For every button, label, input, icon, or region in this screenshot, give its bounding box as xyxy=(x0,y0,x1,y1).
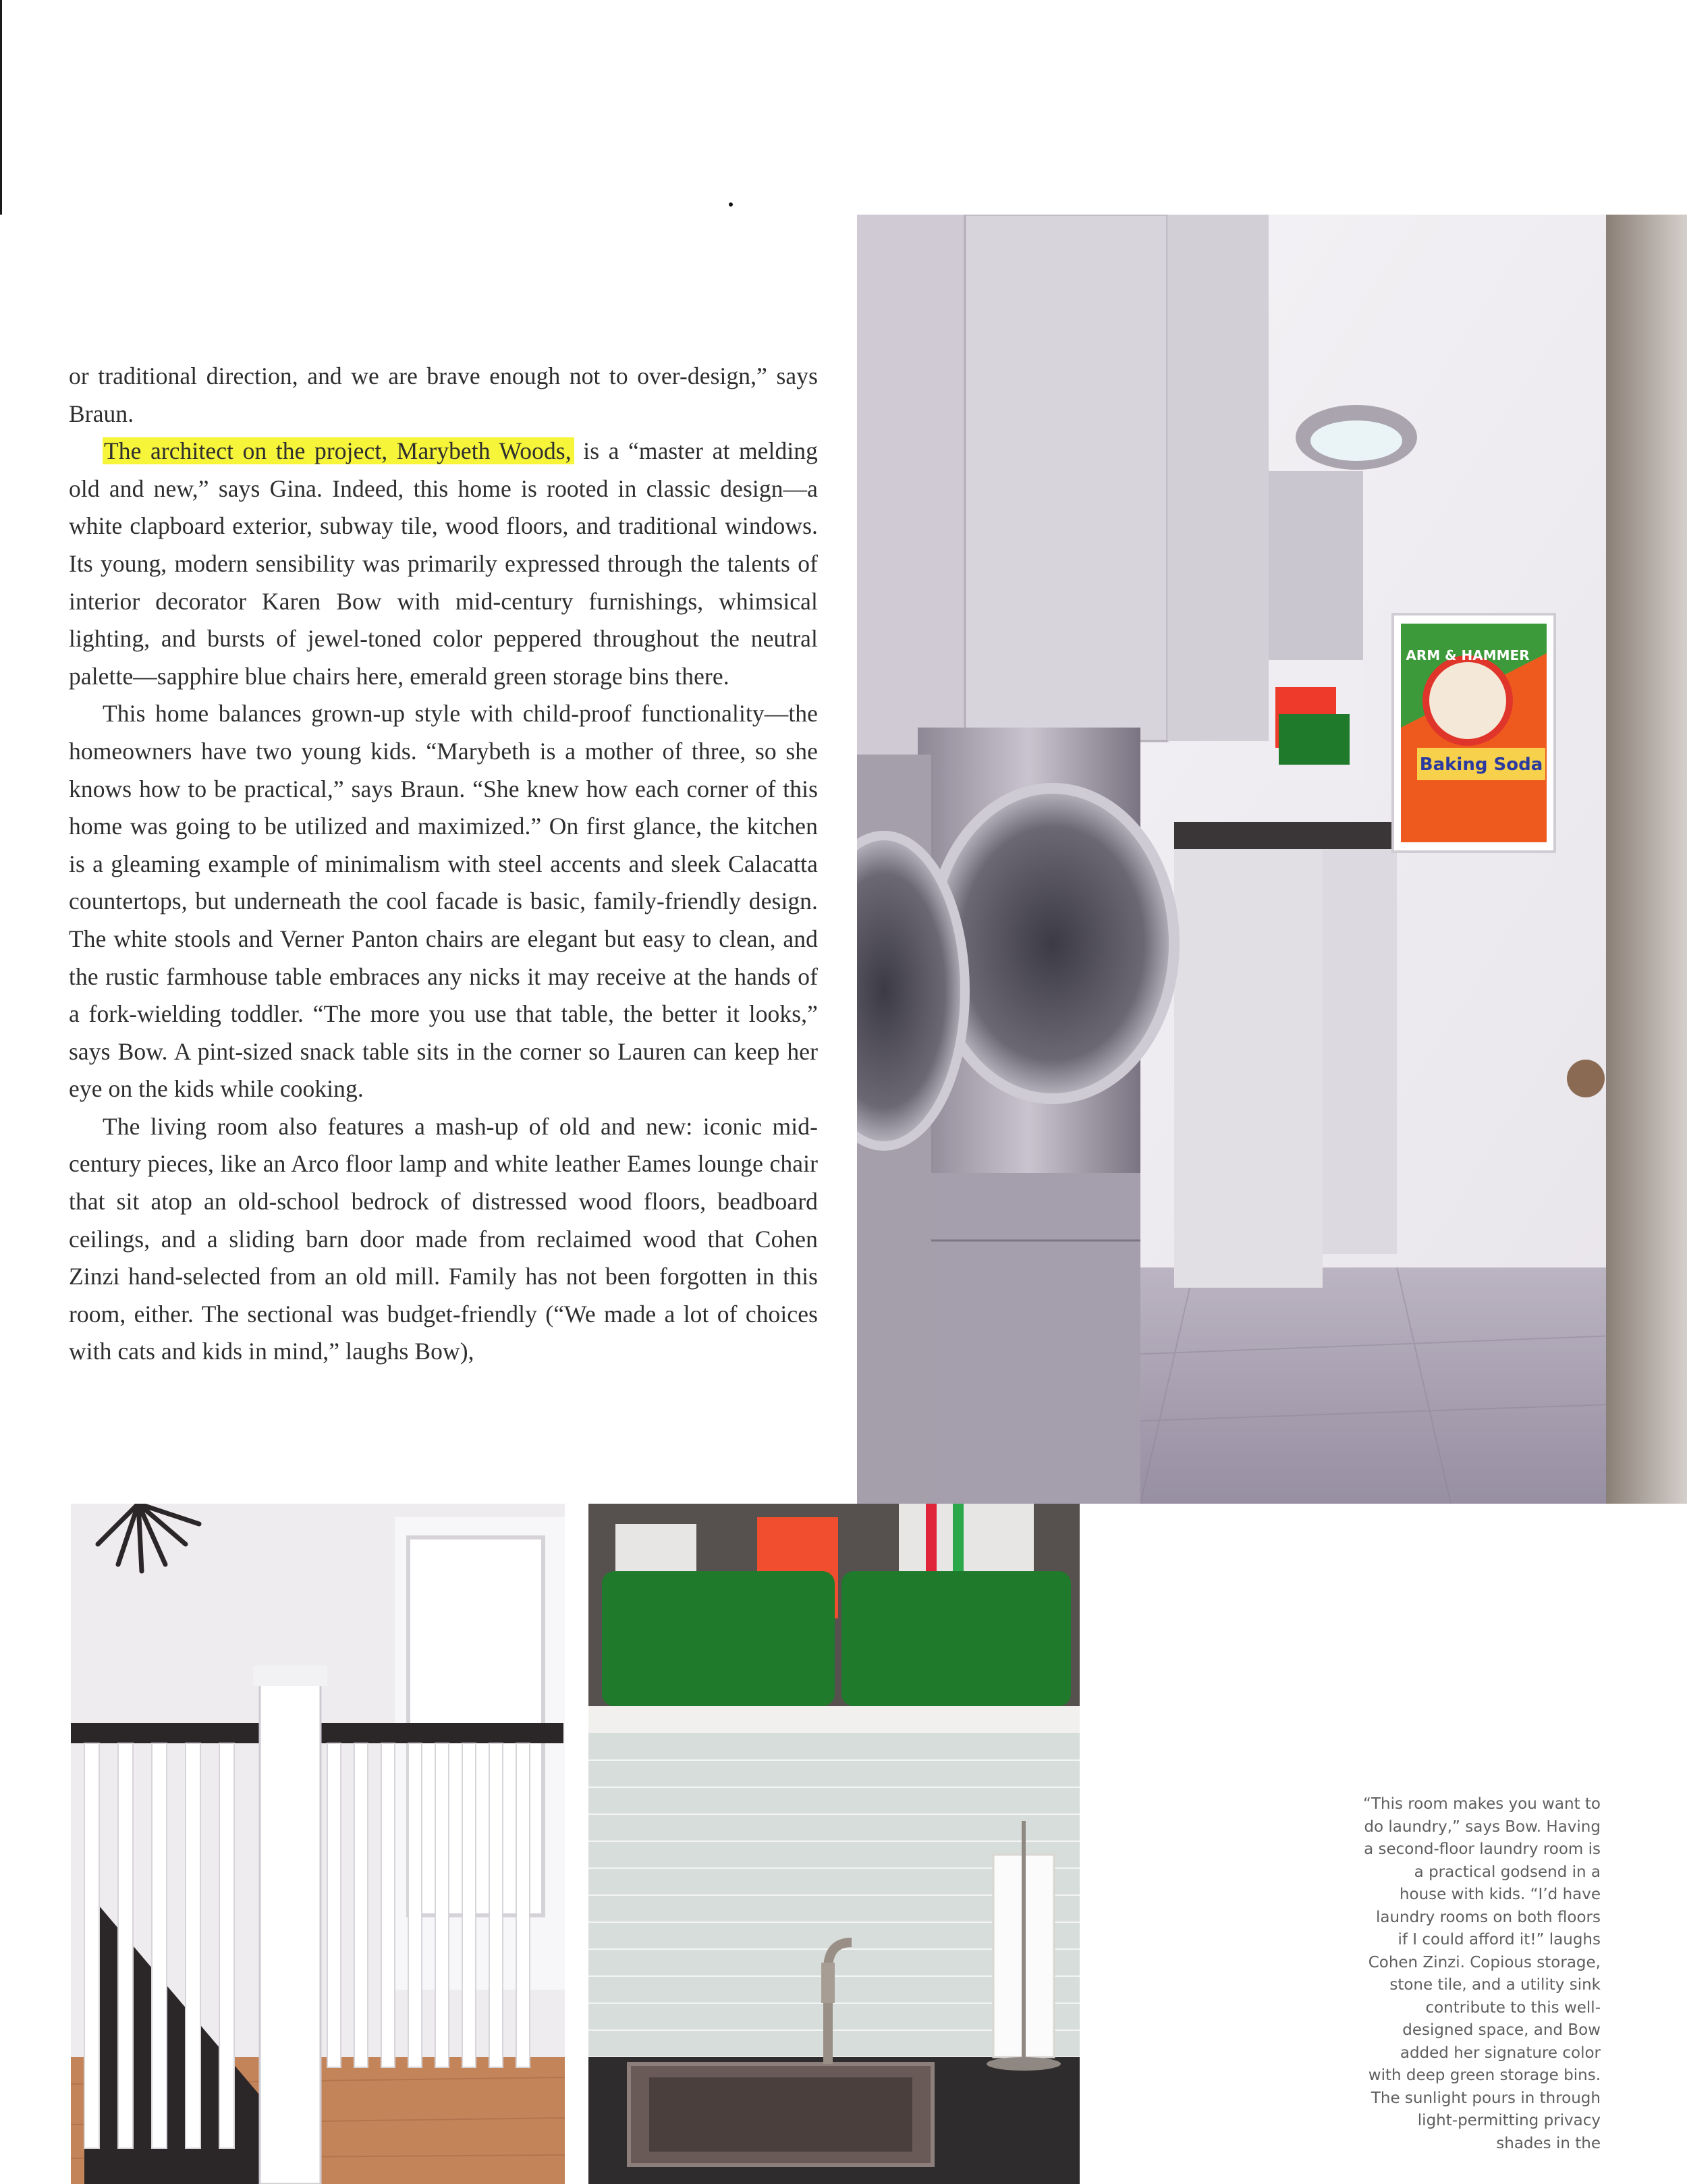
page-spine-edge xyxy=(0,0,2,215)
photo-caption: “This room makes you want to do laundry,” says Bow. Having a second-floor laundry room is a practical godsend in a house with kids. “I’d have laundry rooms on both floors if I could afford it!” laughs Cohen Zinzi. Copious storage, stone tile, and a utility sink contribute to this well-designed space, and Bow added her signature color with deep green storage bins. The sunlight pours in through light-permitting privacy shades in the xyxy=(1363,1795,1601,2152)
poster-product: Baking Soda xyxy=(1419,755,1543,775)
paragraph-4: The living room also features a mash-up of old and new: iconic mid-century pieces, like an Arco floor lamp and white leather Eames lounge chair that sit atop an old-school bedrock of distressed wood floors, beadboard ceilings, and a sliding barn door made from reclaimed wood that Cohen Zinzi hand-selected from an old mill. Family has not been forgotten in this room, either. The sectional was budget-friendly (“We made a lot of choices with cats and kids in mind,” laughs Bow), xyxy=(69,1112,818,1365)
staircase-photo xyxy=(71,1504,565,2184)
paragraph-1: or traditional direction, and we are brave enough not to over-design,” says Braun. xyxy=(69,362,818,427)
print-mark xyxy=(729,202,733,207)
article-body xyxy=(69,358,818,1371)
highlighted-text: The architect on the project, Marybeth Woods, xyxy=(103,437,574,464)
laundry-room-photo xyxy=(857,215,1687,1504)
utility-sink-photo xyxy=(588,1504,1080,2184)
poster-brand: ARM & HAMMER xyxy=(1406,647,1530,663)
paragraph-2 xyxy=(69,433,818,695)
paragraph-2-text: is a “master at melding old and new,” says Gina. Indeed, this home is rooted in classic design—a white clapboard exterior, subway tile, wood floors, and traditional windows. Its young, modern sensibility was primarily expressed through the talents of interior decorator Karen Bow with mid-century furnishings, whimsical lighting, and bursts of jewel-toned color peppered throughout the neutral palette—sapphire blue chairs here, emerald green storage bins there. xyxy=(69,437,818,690)
paragraph-3: This home balances grown-up style with child-proof functionality—the homeowners have two young kids. “Marybeth is a mother of three, so she knows how to be practical,” says Braun. “She knew how each corner of this home was going to be utilized and maximized.” On first glance, the kitchen is a gleaming example of minimalism with steel accents and sleek Calacatta countertops, but underneath the cool facade is basic, family-friendly design. The white stools and Verner Panton chairs are elegant but easy to clean, and the rustic farmhouse table embraces any nicks it may receive at the hands of a fork-wielding toddler. “The more you use that table, the better it looks,” says Bow. A pint-sized snack table sits in the corner so Lauren can keep her eye on the kids while cooking. xyxy=(69,700,818,1103)
